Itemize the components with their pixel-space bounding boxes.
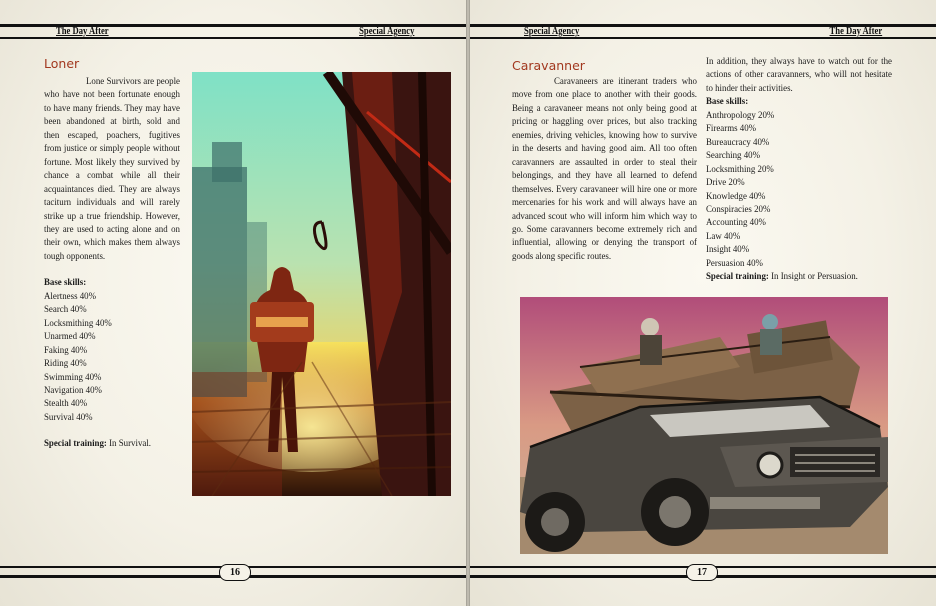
loner-text-column	[44, 75, 180, 451]
header-rule-bottom	[470, 37, 936, 39]
skill-item: Accounting 40%	[706, 217, 766, 228]
page-number: 16	[219, 564, 251, 581]
caravanner-skills-list	[706, 109, 892, 270]
skill-item: Locksmithing 20%	[706, 163, 774, 174]
skill-item: Riding 40%	[44, 358, 87, 369]
skill-item: Locksmithing 40%	[44, 317, 112, 328]
header-right-text: The Day After	[829, 26, 882, 37]
section-title-caravanner: Caravanner	[512, 58, 585, 73]
header-rule-bottom	[0, 37, 466, 39]
loner-skills-title: Base skills:	[44, 277, 87, 288]
skill-item: Unarmed 40%	[44, 331, 96, 342]
caravanner-special-training	[706, 270, 892, 283]
right-page	[470, 0, 936, 606]
loner-illustration	[192, 72, 451, 496]
skill-item: Search 40%	[44, 304, 87, 315]
skill-item: Swimming 40%	[44, 371, 102, 382]
skill-item: Survival 40%	[44, 411, 93, 422]
header-right-text: Special Agency	[358, 26, 414, 37]
skill-item: Conspiracies 20%	[706, 203, 771, 214]
loner-skills-list	[44, 290, 180, 425]
header-left-text: The Day After	[56, 26, 109, 37]
skill-item: Drive 20%	[706, 177, 745, 188]
skill-item: Persuasion 40%	[706, 257, 763, 268]
caravanner-description: Caravaneers are itinerant traders who move from one place to another with their goods. Being a caravaneer means not only being good at pricing or haggling over prices, but also tracking enemies, driving vehicles, knowing how to survive in the deserts and having good aim. All too often caravanners are assaulted in order to steal their belongings, and they have all learned to defend themselves. Every caravaneer will hire one or more mercenaries for his work and will always have an advanced scout who will inform him which way to go. Some caravanners become extremely rich and influential, allowing or denying the transport of goods along specific routes.	[512, 76, 697, 261]
caravanner-special-label: Special training:	[706, 271, 769, 282]
skill-item: Insight 40%	[706, 244, 750, 255]
loner-special-value: In Survival.	[106, 438, 151, 449]
skill-item: Knowledge 40%	[706, 190, 766, 201]
skill-item: Alertness 40%	[44, 290, 97, 301]
loner-special-label: Special training:	[44, 438, 107, 449]
skill-item: Law 40%	[706, 230, 741, 241]
skill-item: Searching 40%	[706, 150, 760, 161]
caravanner-text-column-2	[706, 55, 892, 284]
skill-item: Navigation 40%	[44, 384, 102, 395]
skill-item: Anthropology 20%	[706, 109, 775, 120]
page-number: 17	[686, 564, 718, 581]
caravanner-skills-title: Base skills:	[706, 96, 749, 107]
skill-item: Bureaucracy 40%	[706, 136, 770, 147]
left-page	[0, 0, 466, 606]
section-title-loner: Loner	[44, 56, 80, 71]
caravanner-illustration	[520, 297, 888, 554]
header-left-text: Special Agency	[524, 26, 580, 37]
caravanner-description-continued: In addition, they always have to watch out for the actions of other caravanners, who will not hesitate to hinder their activities.	[706, 56, 892, 93]
skill-item: Faking 40%	[44, 344, 88, 355]
caravanner-special-value: In Insight or Persuasion.	[768, 271, 858, 282]
skill-item: Stealth 40%	[44, 398, 88, 409]
caravanner-text-column-1	[512, 75, 697, 263]
skill-item: Firearms 40%	[706, 123, 757, 134]
loner-description: Lone Survivors are people who have not been fortunate enough to have many friends. They may have been abandoned at birth, sold and then escaped, poachers, fugitives from justice or simply people without fortune. Most likely they survived by chance a combat while all their acquaintances died. They are always taciturn individuals and will rarely strike up a true friendship. However, they are used to acting alone and on their own, which makes them always tough opponents.	[44, 76, 180, 261]
loner-special-training	[44, 437, 180, 450]
